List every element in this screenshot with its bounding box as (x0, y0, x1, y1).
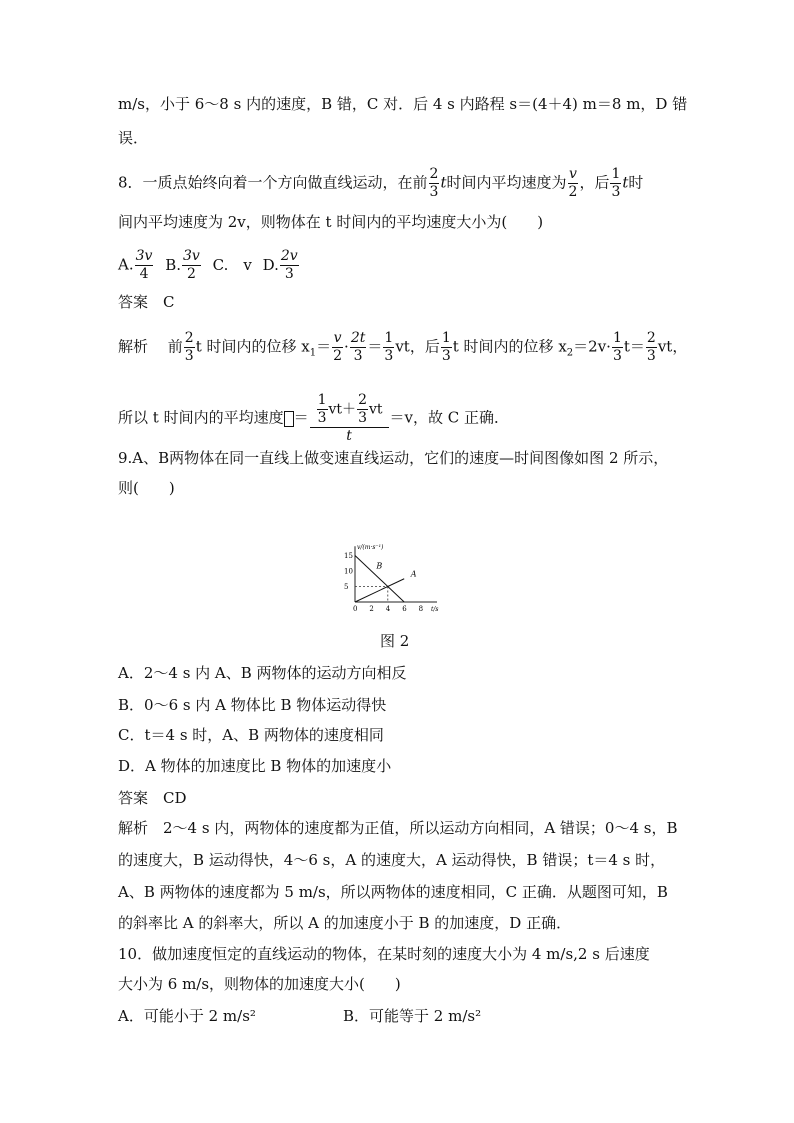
fraction: $\frac{2}{3}$ (429, 166, 439, 200)
q9-option-a: A．2～4 s 内 A、B 两物体的运动方向相反 (118, 664, 407, 682)
y-tick-label: 10 (344, 567, 353, 576)
q9-option-b: B．0～6 s 内 A 物体比 B 物体运动得快 (118, 696, 387, 714)
series-label-B: B (376, 561, 383, 571)
fraction: $\frac{1}{3}$ (611, 166, 621, 200)
q8-solution-line1: 解析 前 $\frac{2}{3}$ t 时间内的位移 $x_1=$ $\frac{v}{2}$ · $\frac{2t}{3}$ ＝ $\frac{1}{3}$ vt，后 $\frac{1}{3}$ t 时间内的位移 $x_2=2v\cdot$ $\frac{1}{3}$ t＝ $\frac{2}{3}$ vt， (118, 330, 688, 364)
q9-answer: 答案 CD (118, 789, 187, 807)
q8-stem-line2: 间内平均速度为 2v，则物体在 t 时间内的平均速度大小为( ) (118, 213, 544, 231)
q9-solution-1: 解析 2～4 s 内，两物体的速度都为正值，所以运动方向相同，A 错误；0～4 s，B (118, 819, 678, 837)
q8-solution-line2: 所以 t 时间内的平均速度 ＝ $\frac{1}{3}$ vt＋ $\frac{2}{3}$ vt t ＝v，故 C 正确． (118, 392, 510, 444)
x-tick-label: 4 (385, 605, 391, 613)
solution-continuation: m/s，小于 6～8 s 内的速度，B 错，C 对．后 4 s 内路程 s＝(4＋4) m＝8 m，D 错 (118, 95, 688, 113)
x-tick-label: 6 (402, 605, 407, 613)
solution-continuation-end: 误． (118, 129, 149, 147)
q9-stem: 9.A、B两物体在同一直线上做变速直线运动，它们的速度—时间图像如图 2 所示， (118, 449, 669, 467)
q8-options: A. $\frac{3v}{4}$ B. $\frac{3v}{2}$ C. v D. $\frac{2v}{3}$ (118, 248, 298, 282)
x-axis-label: t/s (431, 606, 439, 613)
series-line-A (355, 579, 404, 602)
q10-option-a: A．可能小于 2 m/s² (118, 1007, 256, 1025)
y-axis-label: v/(m·s⁻¹) (357, 544, 384, 552)
q8-answer: 答案 C (118, 293, 175, 311)
v-bar-symbol (284, 411, 294, 427)
q10-stem-line2: 大小为 6 m/s，则物体的加速度大小( ) (118, 975, 401, 993)
figure-caption: 图 2 (380, 632, 410, 650)
series-label-A: A (410, 569, 417, 579)
velocity-time-graph (340, 505, 450, 615)
x-tick-label: 8 (418, 605, 424, 613)
q10-option-b: B．可能等于 2 m/s² (343, 1007, 482, 1025)
q9-solution-3: A、B 两物体的速度都为 5 m/s，所以两物体的速度相同，C 正确．从题图可知，B (118, 883, 668, 901)
q9-solution-4: 的斜率比 A 的斜率大，所以 A 的加速度小于 B 的加速度，D 正确． (118, 914, 572, 932)
q9-solution-2: 的速度大，B 运动得快，4～6 s，A 的速度大，A 运动得快，B 错误；t＝4 s 时， (118, 851, 666, 869)
q9-option-c: C．t＝4 s 时，A、B 两物体的速度相同 (118, 726, 384, 744)
x-tick-label: 0 (353, 605, 358, 613)
y-tick-label: 15 (344, 552, 353, 560)
q8-stem: 8．一质点始终向着一个方向做直线运动，在前 $\frac{2}{3}$ t时间内平均速度为 $\frac{v}{2}$ ，后 $\frac{1}{3}$ t时 (118, 166, 644, 200)
q10-stem: 10．做加速度恒定的直线运动的物体，在某时刻的速度大小为 4 m/s,2 s 后速度 (118, 945, 650, 963)
fraction: $\frac{v}{2}$ (568, 166, 578, 200)
x-tick-label: 2 (369, 605, 374, 613)
q9-stem-line2: 则( ) (118, 479, 175, 497)
y-tick-label: 5 (344, 583, 349, 591)
q9-option-d: D．A 物体的加速度比 B 物体的加速度小 (118, 757, 392, 775)
